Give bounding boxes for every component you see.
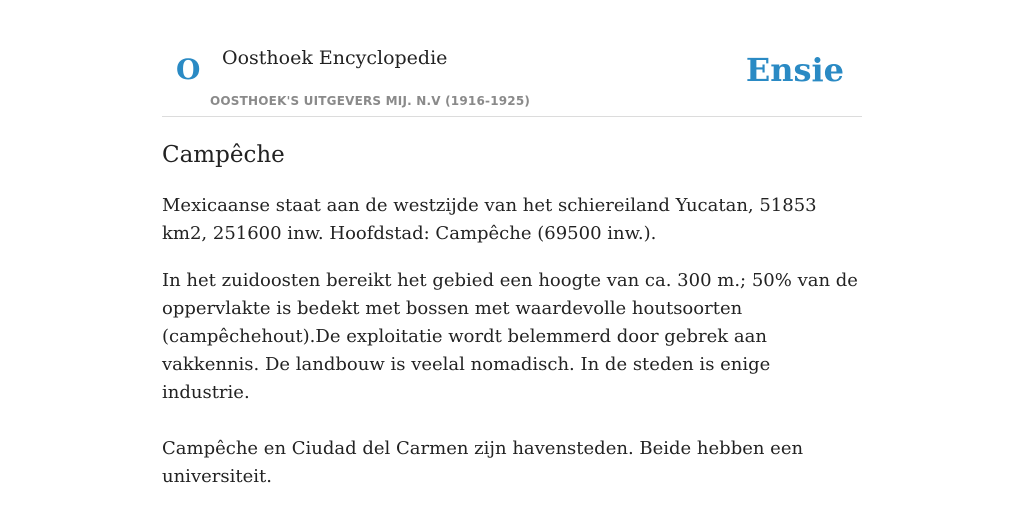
article-content bbox=[162, 138, 862, 491]
article-paragraph: Mexicaanse staat aan de westzijde van het schiereiland Yucatan, 51853 km2, 251600 inw. Hoofdstad: Campêche (69500 inw.). bbox=[162, 195, 817, 244]
publisher-subtitle: OOSTHOEK'S UITGEVERS MIJ. N.V (1916-1925) bbox=[210, 94, 531, 108]
publication-title[interactable]: Oosthoek Encyclopedie bbox=[222, 47, 448, 69]
article-paragraph: In het zuidoosten bereikt het gebied een hoogte van ca. 300 m.; 50% van de oppervlakte is bedekt met bossen met waardevolle houtsoorten (campêchehout).De exploitatie wordt belemmerd door gebrek aan vakkennis. De landbouw is veelal nomadisch. In de steden is enige industrie. bbox=[162, 270, 858, 403]
ensie-logo-link[interactable]: Ensie bbox=[745, 51, 844, 89]
article-title: Campêche bbox=[162, 142, 285, 168]
article-paragraph: Campêche en Ciudad del Carmen zijn havensteden. Beide hebben een universiteit. bbox=[162, 438, 804, 487]
encyclopedia-logo[interactable]: O bbox=[176, 53, 201, 86]
encyclopedia-header bbox=[162, 0, 862, 117]
